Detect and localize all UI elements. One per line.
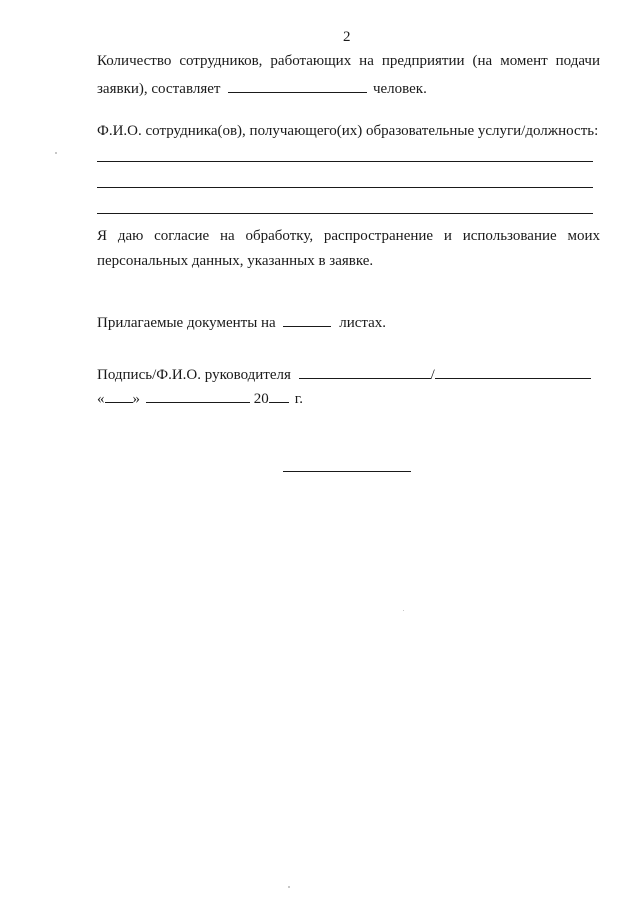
signature-label: Подпись/Ф.И.О. руководителя: [97, 367, 291, 383]
date-open-quote: «: [97, 391, 105, 407]
signature-name-blank[interactable]: [435, 366, 591, 379]
staff-entry-line-1[interactable]: [97, 161, 593, 162]
employees-count-text-after: человек.: [372, 81, 427, 97]
attachments-line: [97, 314, 386, 331]
employees-count-line-1: Количество сотрудников, работающих на предприятии (на момент подачи: [97, 53, 600, 69]
staff-label: Ф.И.О. сотрудника(ов), получающего(их) образовательные услуги/должность:: [97, 123, 599, 139]
signature-separator: /: [430, 367, 435, 383]
date-year-suffix: г.: [294, 391, 303, 407]
scan-speck: [288, 886, 290, 888]
consent-line-1: Я даю согласие на обработку, распространение и использование моих: [97, 228, 600, 244]
date-line: [97, 390, 303, 407]
employees-count-line-2: [97, 80, 427, 97]
date-year-prefix: 20: [253, 391, 269, 407]
signature-blank[interactable]: [299, 366, 431, 379]
staff-entry-line-2[interactable]: [97, 187, 593, 188]
employees-count-blank[interactable]: [228, 80, 367, 93]
attachments-text-after: листах.: [339, 315, 387, 331]
attachments-text-before: Прилагаемые документы на: [97, 315, 276, 331]
scan-speck: [55, 152, 57, 154]
employees-count-text-before: заявки), составляет: [97, 81, 221, 97]
closing-separator: [283, 471, 411, 472]
signature-line: [97, 366, 591, 383]
date-month-blank[interactable]: [146, 390, 250, 403]
date-day-blank[interactable]: [105, 390, 133, 403]
attachments-pages-blank[interactable]: [283, 314, 331, 327]
scan-speck: [403, 610, 404, 611]
staff-entry-line-3[interactable]: [97, 213, 593, 214]
page-number: 2: [343, 29, 351, 45]
date-year-blank[interactable]: [269, 390, 289, 403]
date-close-quote: »: [132, 391, 140, 407]
consent-line-2: персональных данных, указанных в заявке.: [97, 253, 374, 269]
